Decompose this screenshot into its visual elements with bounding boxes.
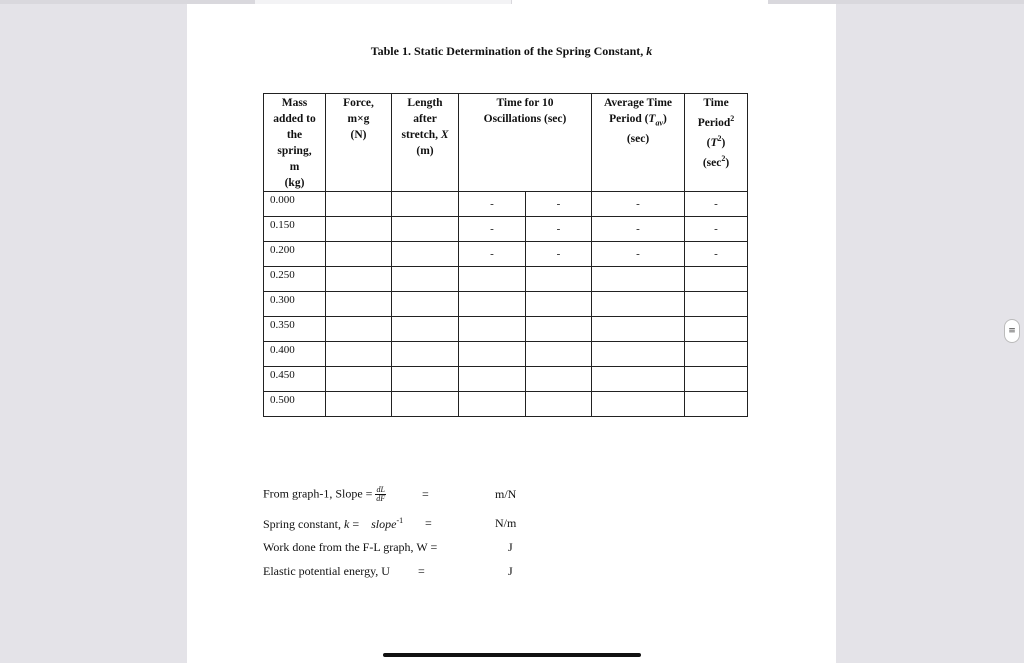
mass-cell: 0.450 [264, 367, 326, 392]
mass-cell: 0.000 [264, 192, 326, 217]
time-cell-1: - [459, 192, 526, 217]
force-cell [326, 242, 392, 267]
table-row [264, 317, 748, 342]
period-squared-cell [685, 267, 748, 292]
table-row [264, 392, 748, 417]
period-squared-cell [685, 392, 748, 417]
header-length: Length after stretch, X (m) [392, 94, 459, 192]
time-cell-2 [526, 292, 592, 317]
force-cell [326, 342, 392, 367]
energy-unit: J [508, 564, 513, 578]
period-squared-cell [685, 342, 748, 367]
force-cell [326, 267, 392, 292]
formula-spring-constant: Spring constant, k = slope$^{-1}$ = N/m [263, 516, 517, 531]
force-cell [326, 392, 392, 417]
period-squared-cell [685, 367, 748, 392]
period-squared-cell: - [685, 217, 748, 242]
length-cell [392, 217, 459, 242]
mass-cell: 0.350 [264, 317, 326, 342]
time-cell-2 [526, 392, 592, 417]
period-squared-cell [685, 292, 748, 317]
force-cell [326, 367, 392, 392]
header-force: Force, m×g (N) [326, 94, 392, 192]
time-cell-2 [526, 317, 592, 342]
length-cell [392, 317, 459, 342]
table-header-row [264, 94, 748, 192]
spring-data-table [263, 93, 748, 417]
table-title [187, 44, 836, 59]
length-cell [392, 267, 459, 292]
table-row [264, 217, 748, 242]
average-period-cell [592, 342, 685, 367]
table-row [264, 367, 748, 392]
force-cell [326, 292, 392, 317]
mass-cell: 0.400 [264, 342, 326, 367]
average-period-cell [592, 392, 685, 417]
header-time-10-oscillations: Time for 10 Oscillations (sec) [459, 94, 592, 192]
average-period-cell: - [592, 242, 685, 267]
table-row [264, 267, 748, 292]
force-cell [326, 192, 392, 217]
header-period-squared: Time Period$^2$ $(T^2)$ $(\sec^2)$ [685, 94, 748, 192]
time-cell-1 [459, 292, 526, 317]
table-title-symbol: k [646, 44, 653, 58]
length-cell [392, 292, 459, 317]
length-cell [392, 392, 459, 417]
time-cell-1: - [459, 217, 526, 242]
table-row [264, 292, 748, 317]
length-cell [392, 242, 459, 267]
document-page [187, 4, 836, 663]
length-cell [392, 192, 459, 217]
mass-cell: 0.150 [264, 217, 326, 242]
time-cell-2 [526, 342, 592, 367]
time-cell-1 [459, 267, 526, 292]
time-cell-2: - [526, 242, 592, 267]
home-indicator-bar[interactable] [383, 653, 641, 657]
formula-slope: From graph-1, Slope = $\frac{dL}{dF}$ = m/N [263, 485, 517, 503]
mass-cell: 0.250 [264, 267, 326, 292]
mass-cell: 0.500 [264, 392, 326, 417]
force-cell [326, 317, 392, 342]
period-squared-cell: - [685, 242, 748, 267]
average-period-cell: - [592, 192, 685, 217]
length-cell [392, 367, 459, 392]
table-row [264, 342, 748, 367]
length-cell [392, 342, 459, 367]
table-title-text: Table 1. Static Determination of the Spring Constant, [370, 44, 644, 58]
table-row [264, 242, 748, 267]
average-period-cell: - [592, 217, 685, 242]
mass-cell: 0.300 [264, 292, 326, 317]
time-cell-2 [526, 267, 592, 292]
force-cell [326, 217, 392, 242]
header-average-period: Average Time Period $(T_{av})$ (sec) [592, 94, 685, 192]
period-squared-cell [685, 317, 748, 342]
formula-elastic-energy: Elastic potential energy, U = J [263, 564, 513, 578]
period-squared-cell: - [685, 192, 748, 217]
formula-work-done: Work done from the F-L graph, W = J [263, 540, 513, 554]
average-period-cell [592, 292, 685, 317]
time-cell-1 [459, 392, 526, 417]
spring-constant-unit: N/m [495, 516, 517, 530]
time-cell-2: - [526, 192, 592, 217]
time-cell-1: - [459, 242, 526, 267]
time-cell-1 [459, 342, 526, 367]
scroll-handle[interactable]: ≡ [1004, 319, 1020, 343]
average-period-cell [592, 267, 685, 292]
table-row [264, 192, 748, 217]
time-cell-2 [526, 367, 592, 392]
time-cell-2: - [526, 217, 592, 242]
slope-unit: m/N [495, 487, 517, 501]
average-period-cell [592, 317, 685, 342]
slope-fraction: $\frac{dL}{dF}$ [376, 485, 386, 503]
time-cell-1 [459, 317, 526, 342]
mass-cell: 0.200 [264, 242, 326, 267]
time-cell-1 [459, 367, 526, 392]
average-period-cell [592, 367, 685, 392]
header-mass: Mass added to the spring, m (kg) [264, 94, 326, 192]
work-unit: J [508, 540, 513, 554]
